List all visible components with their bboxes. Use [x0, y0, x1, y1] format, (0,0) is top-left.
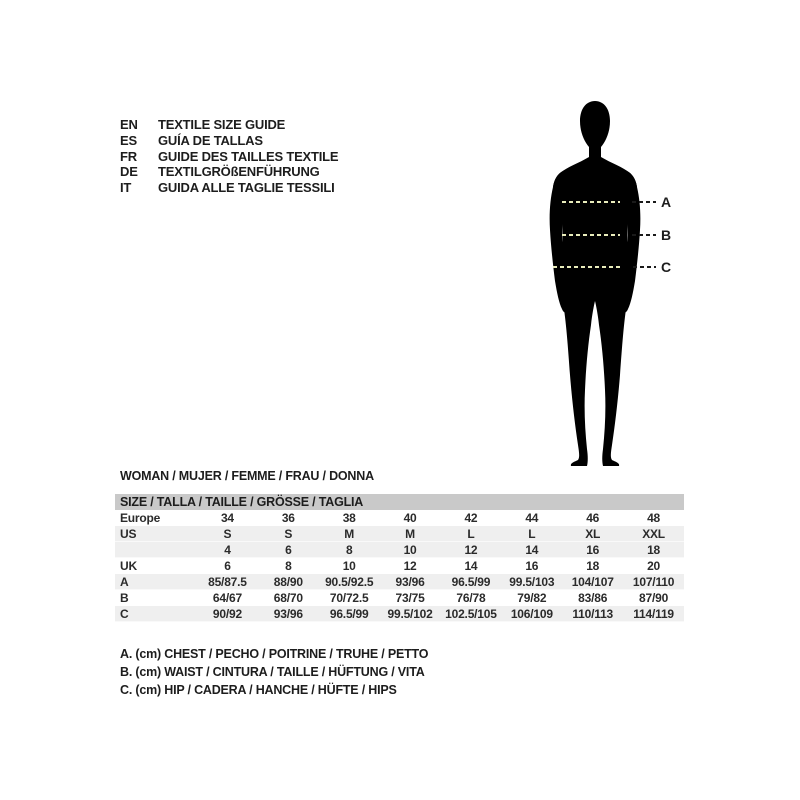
waist-leader-dash	[632, 234, 656, 236]
language-title: GUIDE DES TAILLES TEXTILE	[158, 148, 339, 164]
size-cell: 90/92	[212, 607, 242, 621]
language-code: EN	[120, 117, 138, 132]
hip-measure-dash	[553, 266, 623, 268]
row-label: A	[120, 575, 129, 589]
size-cell: 8	[345, 543, 353, 557]
size-cell: 10	[342, 559, 356, 573]
size-cell: 83/86	[578, 591, 608, 605]
size-cell: 64/67	[212, 591, 242, 605]
size-cell: 44	[525, 511, 539, 525]
table-row	[115, 574, 684, 590]
size-cell: M	[405, 527, 415, 541]
size-cell: 85/87.5	[208, 575, 247, 589]
size-cell: 76/78	[456, 591, 486, 605]
language-row	[120, 180, 338, 196]
size-cell: 6	[224, 559, 231, 573]
size-cell: 38	[342, 511, 356, 525]
table-row	[115, 606, 684, 622]
size-cell: 14	[525, 543, 539, 557]
row-label: UK	[120, 559, 137, 573]
size-cell: 4	[224, 543, 231, 557]
language-title: GUÍA DE TALLAS	[158, 132, 263, 148]
size-cell: 48	[647, 511, 661, 525]
table-row	[115, 558, 684, 574]
size-cell: 68/70	[273, 591, 303, 605]
hip-leader-dash	[633, 266, 656, 268]
language-row	[120, 149, 338, 165]
row-label: C	[120, 607, 129, 621]
language-row	[120, 133, 338, 149]
size-table-body	[115, 510, 684, 622]
language-row	[120, 117, 338, 133]
size-cell: XXL	[642, 527, 665, 541]
size-cell: 110/113	[572, 607, 614, 621]
language-code: IT	[120, 180, 132, 196]
table-row	[115, 542, 684, 558]
legend-line: B. (cm) WAIST / CINTURA / TAILLE / HÜFTUNG / VITA	[120, 664, 425, 679]
size-cell: 8	[285, 559, 292, 573]
language-row	[120, 164, 338, 180]
size-cell: 12	[464, 543, 478, 557]
size-cell: 99.5/102	[387, 607, 433, 621]
size-cell: 34	[220, 511, 234, 525]
chest-label: A	[661, 194, 671, 210]
language-code: DE	[120, 164, 138, 180]
size-table	[115, 494, 684, 622]
size-table-header: SIZE / TALLA / TAILLE / GRÖSSE / TAGLIA	[115, 494, 684, 510]
size-cell: 46	[586, 511, 600, 525]
table-row	[115, 526, 684, 542]
size-cell: 36	[281, 511, 295, 525]
section-title: WOMAN / MUJER / FEMME / FRAU / DONNA	[120, 469, 374, 483]
size-cell: 20	[647, 559, 661, 573]
silhouette-left-arm-path	[550, 171, 569, 313]
size-cell: 107/110	[632, 575, 675, 589]
size-cell: 93/96	[395, 575, 425, 589]
size-cell: 16	[586, 543, 600, 557]
silhouette-right-arm-path	[621, 171, 640, 313]
waist-measure-dash	[562, 234, 620, 236]
language-list	[120, 117, 338, 196]
size-cell: 87/90	[639, 591, 669, 605]
woman-silhouette-image	[515, 95, 675, 475]
size-cell: L	[528, 527, 536, 541]
row-label: US	[120, 527, 137, 541]
size-cell: 99.5/103	[509, 575, 555, 589]
size-cell: 90.5/92.5	[325, 575, 374, 589]
waist-label: B	[661, 227, 671, 243]
legend-line: C. (cm) HIP / CADERA / HANCHE / HÜFTE / HIPS	[120, 682, 397, 697]
table-row	[115, 590, 684, 606]
size-cell: 104/107	[571, 575, 614, 589]
size-cell: M	[344, 527, 355, 541]
size-cell: 16	[525, 559, 539, 573]
language-title: GUIDA ALLE TAGLIE TESSILI	[158, 180, 335, 196]
size-cell: 73/75	[395, 591, 425, 605]
legend-line: A. (cm) CHEST / PECHO / POITRINE / TRUHE / PETTO	[120, 647, 429, 661]
size-cell: 42	[464, 511, 478, 525]
size-cell: 88/90	[273, 575, 303, 589]
size-cell: 6	[285, 543, 292, 557]
chest-leader-dash	[632, 201, 656, 203]
language-code: FR	[120, 148, 137, 164]
size-cell: 70/72.5	[329, 591, 369, 605]
hip-label: C	[661, 259, 671, 275]
size-cell: 14	[464, 559, 478, 573]
size-cell: 18	[586, 559, 600, 573]
size-cell: 79/82	[517, 591, 547, 605]
size-cell: 106/109	[510, 607, 553, 621]
table-row	[115, 510, 684, 526]
silhouette-body-path	[553, 101, 637, 466]
size-cell: S	[284, 527, 293, 541]
chest-measure-dash	[562, 201, 620, 203]
language-code: ES	[120, 132, 137, 148]
size-cell: L	[467, 527, 475, 541]
size-cell: 93/96	[273, 607, 303, 621]
language-title: TEXTILGRÖßENFÜHRUNG	[158, 164, 320, 180]
size-cell: 10	[403, 543, 417, 557]
language-title: TEXTILE SIZE GUIDE	[158, 117, 286, 132]
size-cell: 12	[403, 559, 417, 573]
row-label: B	[120, 591, 129, 605]
size-cell: 40	[403, 511, 417, 525]
row-label	[115, 542, 197, 558]
size-cell: 114/119	[633, 607, 674, 621]
size-cell: 102.5/105	[445, 607, 497, 621]
size-cell: XL	[585, 527, 601, 541]
size-cell: 96.5/99	[451, 575, 491, 589]
size-cell: 96.5/99	[329, 607, 369, 621]
measurement-legend	[120, 646, 428, 699]
size-cell: 18	[647, 543, 661, 557]
row-label: Europe	[120, 511, 161, 525]
size-cell: S	[223, 527, 232, 541]
